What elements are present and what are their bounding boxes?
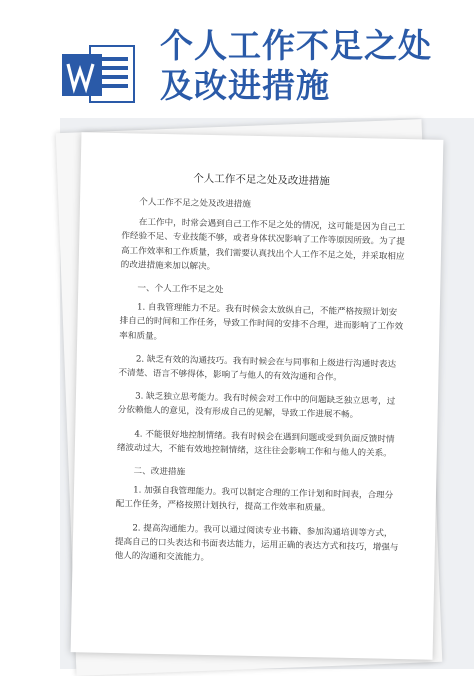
paragraph: 在工作中，时常会遇到自己工作不足之处的情况，这可能是因为自己工作经验不足、专业技能不够，或者身体状况影响了工作等原因所致。为了提高工作效率和工作质量，我们需要认真找出个人工作不足之处，并采取相应的改进措施来加以解决。	[120, 217, 406, 272]
section-heading: 一、个人工作不足之处	[137, 283, 224, 296]
paragraph: 1. 加强自我管理能力。我可以制定合理的工作计划和时间表，合理分配工作任务，严格按照计划执行，提高工作效率和质量。	[115, 485, 394, 515]
paragraph: 2. 缺乏有效的沟通技巧。我有时候会在与同事和上级进行沟通时表达不清楚、语言不够得体，影响了与他人的有效沟通和合作。	[118, 354, 397, 383]
paragraph: 3. 缺乏独立思考能力。我有时候会对工作中的问题缺乏独立思考，过分依赖他人的意见，没有形成自己的见解，导致工作进展不畅。	[117, 391, 396, 421]
paragraph: 4. 不能很好地控制情绪。我有时候会在遇到问题或受到负面反馈时情绪波动过大，不能有效地控制情绪，这往往会影响工作和与他人的关系。	[116, 429, 395, 459]
section-heading: 二、改进措施	[133, 466, 186, 478]
paragraph: 1. 自我管理能力不足。我有时候会太放纵自己，不能严格按照计划安排自己的时间和工作任务，导致工作时间的安排不合理，进而影响了工作效率和质量。	[119, 302, 404, 342]
banner-title: 个人工作不足之处及改进措施	[160, 26, 432, 105]
paragraph: 2. 提高沟通能力。我可以通过阅读专业书籍、参加沟通培训等方式，提高自己的口头表达和书面表达能力，运用正确的表达方式和技巧，增强与他人的沟通和交流能力。	[114, 523, 399, 564]
paragraph: 个人工作不足之处及改进措施	[139, 197, 252, 210]
word-document-icon	[60, 40, 138, 106]
document-title: 个人工作不足之处及改进措施	[193, 172, 330, 188]
document-page	[71, 132, 444, 659]
document-body	[114, 195, 406, 578]
header-banner	[0, 0, 474, 118]
